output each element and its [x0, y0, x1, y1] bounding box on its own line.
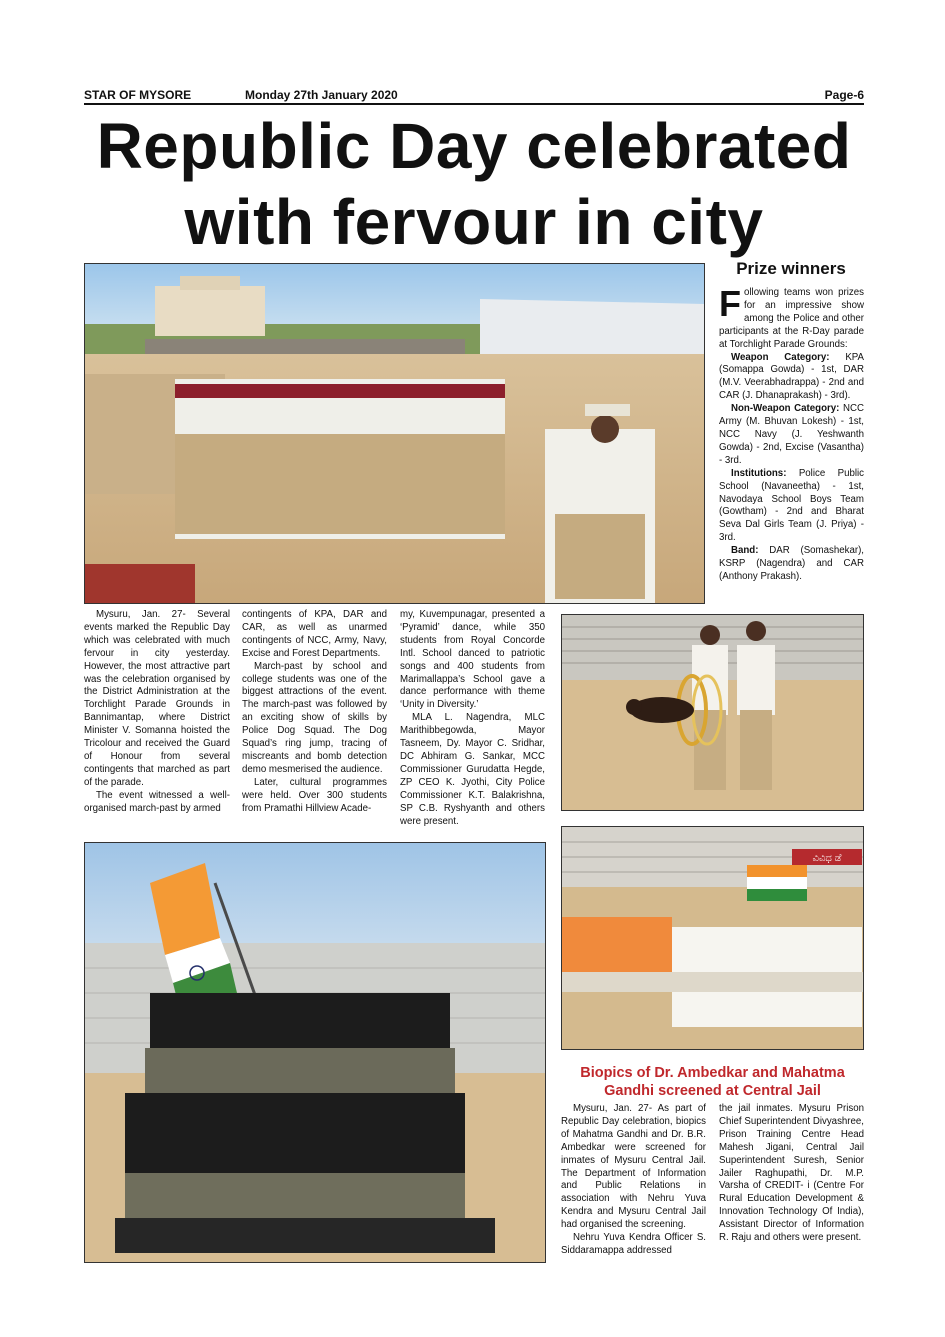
story-paragraph: my, Kuvempunagar, presented a ‘Pyramid’ dance, while 350 students from Royal Concorde Intl. School danced to patriotic songs and 400 students from Marimallappa’s School gave a dance performance with theme ‘Unity in Diversity.’ — [400, 609, 545, 711]
banner-text: ವಿವಿಧ ಡೆ — [812, 853, 842, 864]
story-paragraph: Mysuru, Jan. 27- Several events marked the Republic Day which was celebrated with much fervour in city yesterday. However, the most attractive part was the celebration organised by the District Administration at the Torchlight Parade Grounds in Bannimantap, where District Minister V. Somanna hoisted the Tricolour and received the Guard of Honour from several contingents that marched as part of the parade. — [84, 609, 230, 788]
institutions-label: Institutions: — [731, 467, 787, 479]
headline — [84, 108, 864, 260]
headline-line-2: with fervour in city — [184, 186, 764, 258]
story-paragraph: Nehru Yuva Kendra Officer S. Siddaramappa addressed — [561, 1232, 706, 1256]
story-column-3 — [400, 609, 545, 828]
nonweapon-category-label: Non-Weapon Category: — [731, 403, 840, 415]
photo-pyramid — [84, 842, 546, 1263]
header-rule — [84, 103, 864, 105]
story-paragraph: MLA L. Nagendra, MLC Marithibbegowda, Mayor Tasneem, Dy. Mayor C. Sridhar, DC Abhiram G. Sankar, MCC Commissioner Gurudatta Hegde, ZP CEO K. Jyothi, City Police Commissioner K.T. Balakrishna, SP C.B. Ryshyanth and others were present. — [400, 712, 545, 827]
prize-intro: ollowing teams won prizes for an impressive show among the Police and other participants at the R-Day parade at Torchlight Parade Grounds: — [719, 287, 864, 350]
headline-line-1: Republic Day celebrated — [96, 110, 852, 182]
story-paragraph: the jail inmates. Mysuru Prison Chief Superintendent Divyashree, Prison Training Centre Head Mahesh Jigani, Central Jail Superintendent Suresh, Senior Jailer Raghupathi, Dr. M.P. Varsha of CREDIT- i (Centre For Rural Education Development & Innovation Technology Of India), Assistant Director of Information R. Raju and others were present. — [719, 1103, 864, 1244]
story-column-1 — [84, 609, 230, 816]
jail-story-column-1 — [561, 1103, 706, 1258]
institutions-text: Police Public School (Navaneetha) - 1st, Navodaya School Boys Team (Gowtham) - 2nd and Bharat Seva Dal Girls Team (J. Priya) - 3rd. — [719, 467, 864, 544]
weapon-category-text: KPA (Somappa Gowda) - 1st, DAR (M.V. Veerabhadrappa) - 2nd and CAR (J. Dhanaprakash) - 3rd). — [719, 351, 865, 402]
masthead-name: STAR OF MYSORE — [84, 88, 192, 102]
story-paragraph: The event witnessed a well-organised march-past by armed — [84, 789, 230, 814]
issue-date: Monday 27th January 2020 — [245, 88, 398, 102]
story-paragraph: Mysuru, Jan. 27- As part of Republic Day celebration, biopics of Mahatma Gandhi and Dr. B.R. Ambedkar were screened for inmates of Mysuru Central Jail. The Department of Information and Public Relations in association with Nehru Yuva Kendra and Mysuru Central Jail had organised the screening. — [561, 1103, 706, 1231]
story-paragraph: March-past by school and college students was one of the biggest attractions of the event. The march-past was followed by an exciting show of skills by Police Dog Squad. The Dog Squad’s ring jump, tracing of miscreants and bomb detection demo mesmerised the audience. — [242, 660, 387, 775]
band-text: DAR (Somashekar), KSRP (Nagendra) and CAR (Anthony Prakash). — [719, 545, 864, 582]
photo-march-past — [84, 263, 705, 604]
photo-cultural-dance — [561, 826, 864, 1050]
story-column-2 — [242, 609, 387, 816]
page-number: Page-6 — [824, 88, 864, 102]
weapon-category-label: Weapon Category: — [731, 351, 830, 363]
photo-dog-squad — [561, 614, 864, 811]
story-paragraph: Later, cultural programmes were held. Over 300 students from Pramathi Hillview Acade- — [242, 776, 387, 814]
prize-winners-title: Prize winners — [736, 259, 846, 278]
nonweapon-category-text: NCC Army (M. Bhuvan Lokesh) - 1st, NCC Navy (J. Yeshwanth Gowda) - 2nd, Excise (Vasantha) - 3rd. — [719, 403, 864, 466]
jail-story-headline: Biopics of Dr. Ambedkar and Mahatma Gandhi screened at Central Jail — [580, 1065, 845, 1099]
band-label: Band: — [731, 545, 759, 557]
story-paragraph: contingents of KPA, DAR and CAR, as well as unarmed contingents of NCC, Army, Navy, Excise and Forest Departments. — [242, 609, 387, 659]
jail-story-column-2 — [719, 1103, 864, 1245]
dropcap: F — [719, 283, 741, 324]
prize-winners-body — [719, 283, 865, 584]
